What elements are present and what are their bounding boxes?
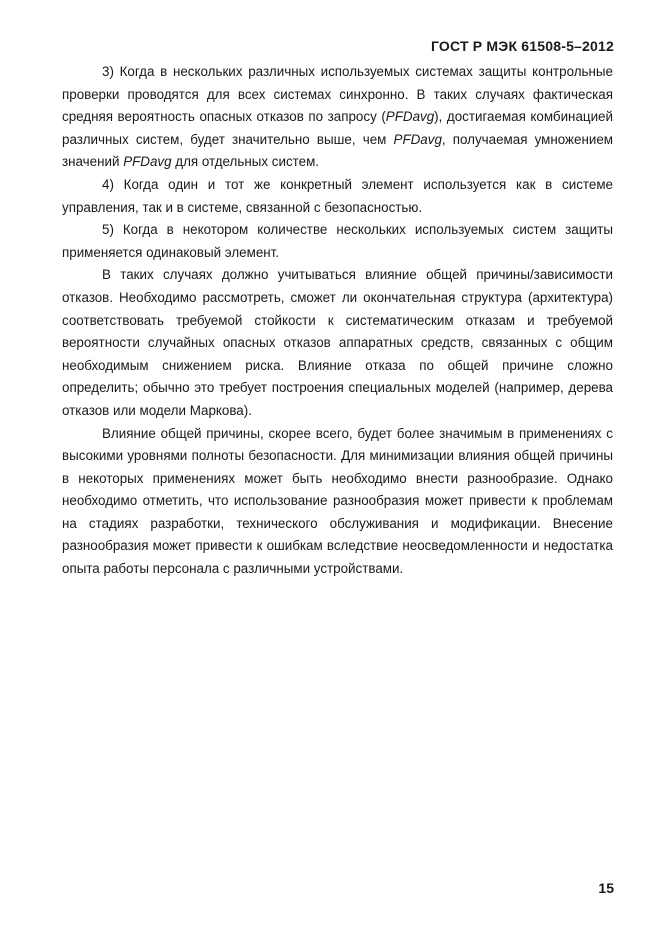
document-body xyxy=(62,61,613,581)
text-run: 3) Когда в нескольких различных используемых системах защиты контрольные проверки проводятся для всех системах синхронно. В таких случаях фактическая средняя вероятность опасных отказов по запросу ( xyxy=(62,64,613,125)
paragraph-item-3 xyxy=(62,61,613,174)
text-run: Влияние общей причины, скорее всего, будет более значимым в применениях с высокими уровнями полноты безопасности. Для минимизации влияния общей причины в некоторых применениях может быть необходимо внести разнообразие. Однако необходимо отметить, что использование разнообразия может привести к проблемам на стадиях разработки, технического обслуживания и модификации. Внесение разнообразия может привести к ошибкам вследствие неосведомленности и недостатка опыта работы персонала с различными устройствами. xyxy=(62,425,613,577)
italic-term: PFDavg xyxy=(393,131,442,147)
text-run: 5) Когда в некотором количестве нескольких используемых систем защиты применяется одинаковый элемент. xyxy=(62,222,613,260)
paragraph-diversity xyxy=(62,423,613,581)
page-number: 15 xyxy=(598,880,614,896)
italic-term: PFDavg xyxy=(123,154,172,170)
paragraph-item-4 xyxy=(62,174,613,219)
text-run: В таких случаях должно учитываться влияние общей причины/зависимости отказов. Необходимо рассмотреть, сможет ли окончательная структура (архитектура) соответствовать требуемой стойкости к систематическим отказам и требуемой вероятности случайных опасных отказов аппаратных средств, связанных с общим необходимым снижением риска. Влияние отказа по общей причине сложно определить; обычно это требует построения специальных моделей (например, дерева отказов или модели Маркова). xyxy=(62,267,613,418)
text-run: 4) Когда один и тот же конкретный элемент используется как в системе управления, так и в системе, связанной с безопасностью. xyxy=(62,176,613,215)
text-run: ), достигаемая комбинацией различных систем, будет значительно выше, чем xyxy=(62,109,613,147)
italic-term: PFDavg xyxy=(385,109,435,125)
text-run: для отдельных систем. xyxy=(171,154,319,170)
paragraph-common-cause xyxy=(62,264,613,422)
text-run: , получаемая умножением значений xyxy=(62,131,613,170)
paragraph-item-5 xyxy=(62,219,613,264)
document-header: ГОСТ Р МЭК 61508-5–2012 xyxy=(430,38,614,54)
